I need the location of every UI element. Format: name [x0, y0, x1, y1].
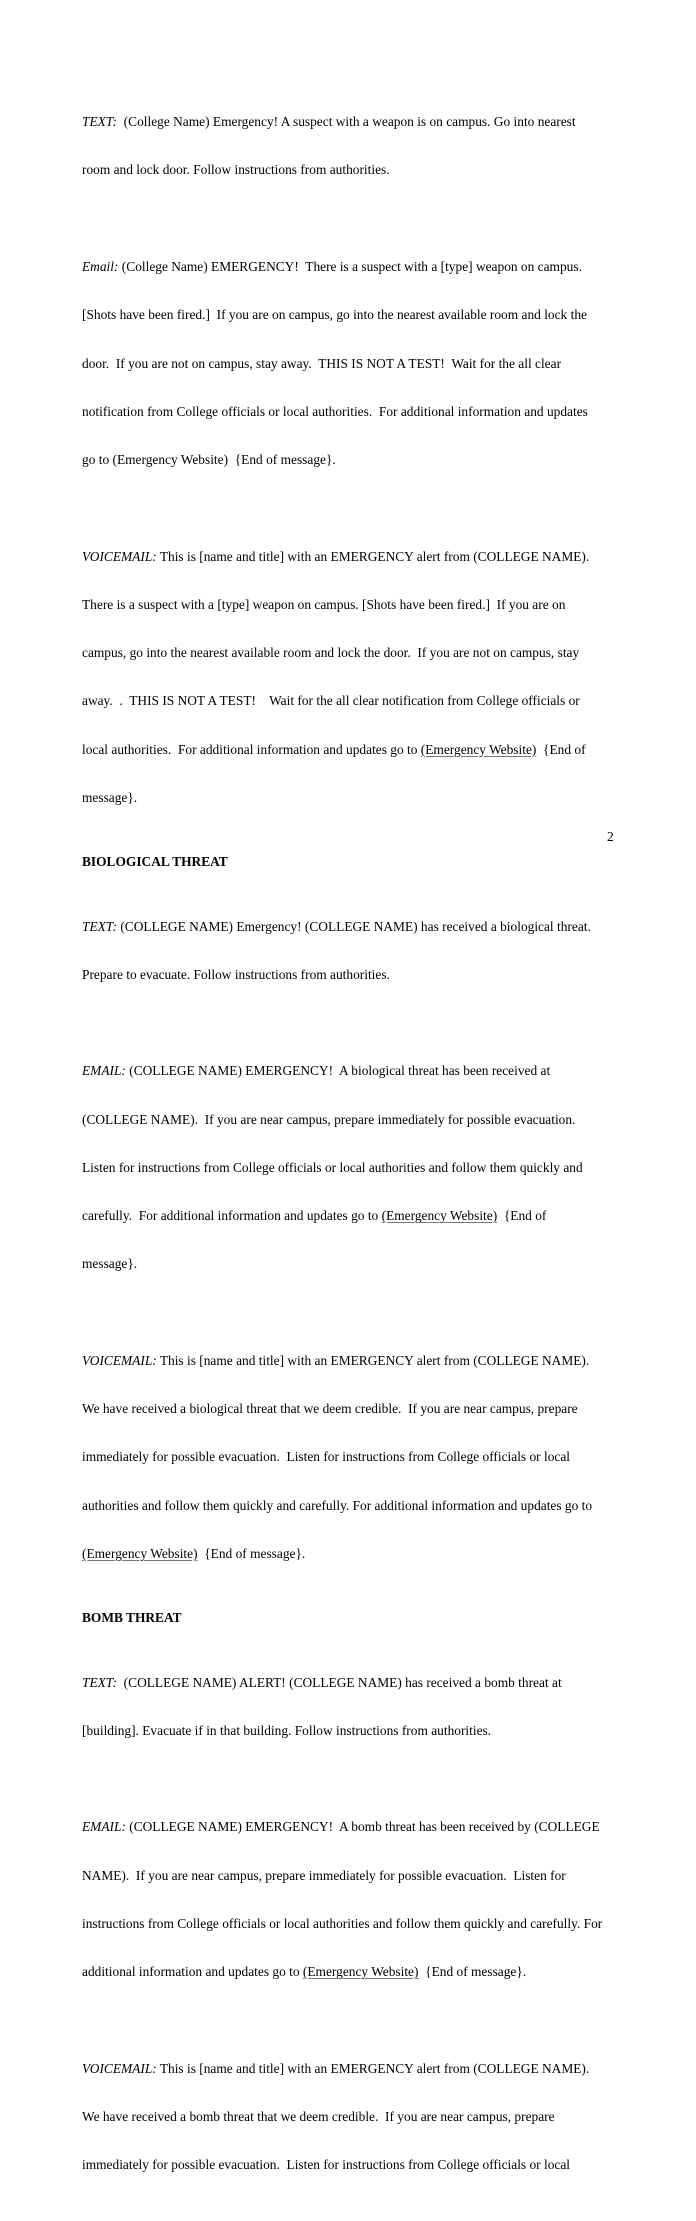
- message-type-label: VOICEMAIL:: [82, 1352, 157, 1368]
- bomb-voicemail-message: VOICEMAIL: This is [name and title] with an EMERGENCY alert from (COLLEGE NAME). We have received a bomb threat that we deem credible. If you are near campus, prepare immediately for possible evacuation. Listen for instructions from College officials or local: [82, 2060, 590, 2173]
- message-type-label: TEXT:: [82, 918, 117, 934]
- biological-voicemail-message: VOICEMAIL: This is [name and title] with an EMERGENCY alert from (COLLEGE NAME). We have received a biological threat that we deem credible. If you are near campus, prepare immediately for possible evacuation. Listen for instructions from College officials or local authorities and follow them quickly and carefully. For additional information and updates go to (Emergency Website) {End of message}.: [82, 1352, 593, 1561]
- bomb-text-message: TEXT: (COLLEGE NAME) ALERT! (COLLEGE NAME) has received a bomb threat at [building]. Evacuate if in that building. Follow instructions from authorities.: [82, 1674, 562, 1738]
- message-type-label: TEXT:: [82, 114, 117, 130]
- message-type-label: VOICEMAIL:: [82, 548, 157, 564]
- shooter-voicemail-message: VOICEMAIL: This is [name and title] with an EMERGENCY alert from (COLLEGE NAME). There is a suspect with a [type] weapon on campus. [Shots have been fired.] If you are on campus, go into the nearest available room and lock the door. If you are not on campus, stay away. . THIS IS NOT A TEST! Wait for the all clear notification from College officials or local authorities. For additional information and updates go to (Emergency Website) {End of message}.: [82, 548, 590, 805]
- document-page: [82, 82, 642, 2221]
- message-type-label: EMAIL:: [82, 1819, 126, 1835]
- message-type-label: EMAIL:: [82, 1063, 126, 1079]
- shooter-email-message: Email: (College Name) EMERGENCY! There is a suspect with a [type] weapon on campus. [Shots have been fired.] If you are on campus, go into the nearest available room and lock the door. If you are not on campus, stay away. THIS IS NOT A TEST! Wait for the all clear notification from College officials or local authorities. For additional information and updates go to (Emergency Website) {End of message}.: [82, 258, 588, 468]
- biological-text-message: TEXT: (COLLEGE NAME) Emergency! (COLLEGE NAME) has received a biological threat. Prepare to evacuate. Follow instructions from authorities.: [82, 918, 591, 982]
- bomb-email-message: EMAIL: (COLLEGE NAME) EMERGENCY! A bomb threat has been received by (COLLEGE NAME). If you are near campus, prepare immediately for possible evacuation. Listen for instructions from College officials or local authorities and follow them quickly and carefully. For additional information and updates go to (Emergency Website) {End of message}.: [82, 1819, 603, 1980]
- shooter-text-message: TEXT: (College Name) Emergency! A suspect with a weapon is on campus. Go into nearest room and lock door. Follow instructions from authorities.: [82, 114, 576, 178]
- message-type-label: VOICEMAIL:: [82, 2060, 157, 2076]
- message-type-label: Email:: [82, 258, 119, 274]
- page-number: 2: [607, 829, 614, 844]
- section-heading-biological-threat: BIOLOGICAL THREAT: [82, 854, 228, 870]
- emergency-website-link[interactable]: (Emergency Website): [302, 1964, 419, 1980]
- emergency-website-link[interactable]: (Emergency Website): [82, 1545, 198, 1561]
- section-heading-bomb-threat: BOMB THREAT: [82, 1610, 182, 1626]
- biological-email-message: EMAIL: (COLLEGE NAME) EMERGENCY! A biological threat has been received at (COLLEGE NAME). If you are near campus, prepare immediately for possible evacuation. Listen for instructions from College officials or local authorities and follow them quickly and carefully. For additional information and updates go to (Emergency Website) {End of message}.: [82, 1063, 583, 1272]
- message-type-label: TEXT:: [82, 1674, 117, 1690]
- emergency-website-link[interactable]: (Emergency Website): [381, 1208, 498, 1224]
- emergency-website-link[interactable]: (Emergency Website): [420, 741, 537, 757]
